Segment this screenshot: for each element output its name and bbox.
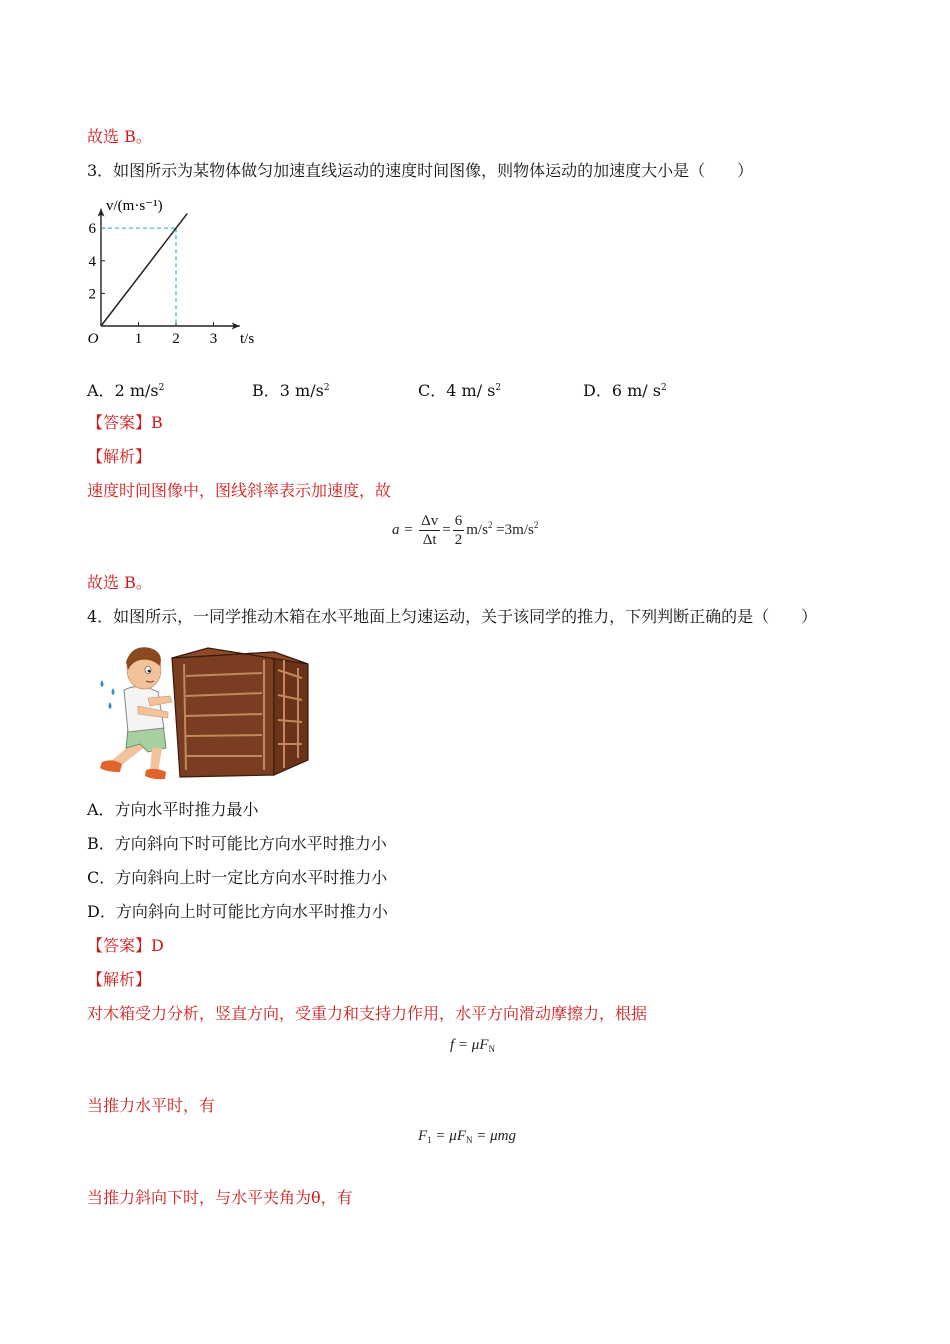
q4-option-a: A．方向水平时推力最小: [87, 800, 259, 819]
x-tick-label: 3: [209, 331, 218, 347]
q4-option-b: B．方向斜向下时可能比方向水平时推力小: [87, 834, 387, 853]
x-tick-label: 2: [172, 331, 180, 347]
q3-option-c: C．4 m/ $s^2$: [418, 381, 502, 400]
q4-formula-horizontal: $F_1 = \mu F_N = \mu mg$: [418, 1128, 516, 1145]
x-tick-label: 1: [134, 331, 143, 347]
question-3-text: 3．如图所示为某物体做匀加速直线运动的速度时间图像，则物体运动的加速度大小是（ ）: [87, 161, 754, 180]
y-tick-label: 2: [88, 286, 96, 303]
q3-option-b: B．3 $m/s^2$: [252, 381, 330, 400]
q3-analysis-title: 【解析】: [87, 447, 152, 466]
y-tick-label: 6: [88, 221, 96, 238]
q3-option-a: A．2 $m/s^2$: [87, 381, 165, 400]
q4-analysis-text: 对木箱受力分析，竖直方向，受重力和支持力作用，水平方向滑动摩擦力，根据: [87, 1004, 648, 1023]
y-axis-label: v/(m·s⁻¹): [106, 198, 163, 214]
q4-option-c: C．方向斜向上时一定比方向水平时推力小: [87, 868, 388, 887]
question-4-text: 4．如图所示，一同学推动木箱在水平地面上匀速运动，关于该同学的推力，下列判断正确的是（ ）: [87, 607, 818, 626]
q3-answer: 【答案】B: [87, 413, 163, 432]
y-tick-label: 4: [88, 253, 96, 270]
velocity-line: [101, 214, 187, 326]
q3-option-d: D．6 m/ $s^2$: [583, 381, 667, 400]
q4-answer: 【答案】D: [87, 936, 164, 955]
q3-formula: a = $\frac{\Delta v}{\Delta t}$ = $\frac{6}{2}$ $m/s^2 =3m/s^2$: [392, 513, 539, 548]
origin-label: O: [87, 331, 99, 347]
boy-pushing-crate-illustration: [88, 640, 318, 785]
q4-text-horizontal: 当推力水平时，有: [87, 1096, 216, 1115]
conclusion-1: 故选 B。: [87, 127, 152, 146]
q4-formula-friction: $f = \mu F_N$: [450, 1037, 495, 1054]
conclusion-2: 故选 B。: [87, 573, 152, 592]
q4-option-d: D．方向斜向上时可能比方向水平时推力小: [87, 902, 388, 921]
x-axis-label: t/s: [240, 331, 255, 347]
velocity-time-chart: [85, 190, 265, 350]
q4-analysis-title: 【解析】: [87, 970, 152, 989]
q4-text-downward: 当推力斜向下时，与水平夹角为θ，有: [87, 1188, 353, 1207]
q3-analysis-text: 速度时间图像中，图线斜率表示加速度，故: [87, 481, 392, 500]
